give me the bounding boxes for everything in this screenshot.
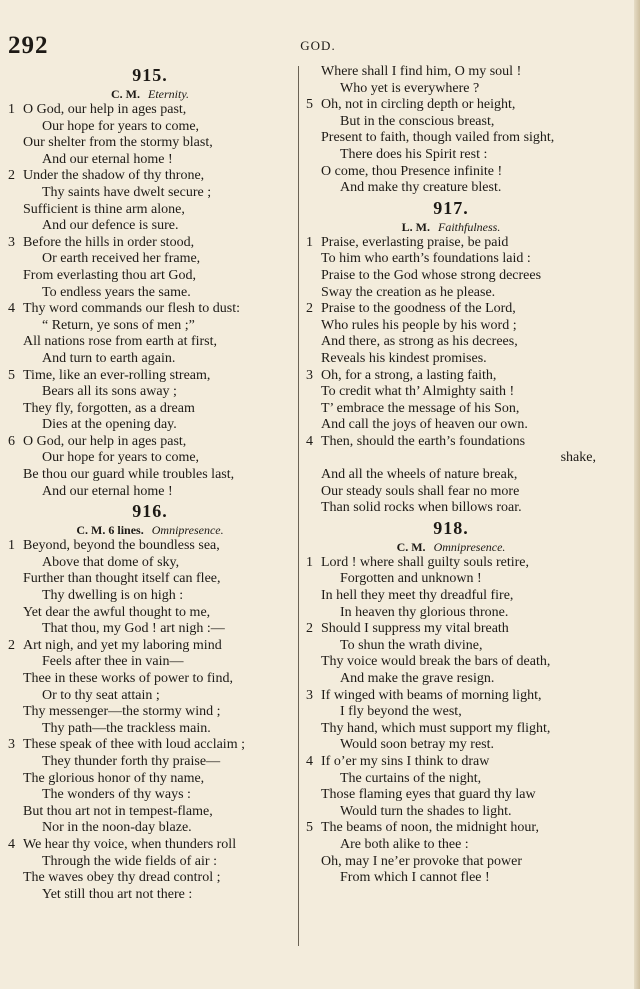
verse-line [8, 467, 292, 484]
verse-line-text: Would soon betray my rest. [340, 737, 495, 753]
verse-line [306, 301, 596, 318]
verse-line [306, 64, 596, 81]
hymn-meta [8, 522, 292, 538]
stanza-number: 4 [8, 836, 15, 852]
verse-line [306, 164, 596, 181]
verse-line [306, 268, 596, 285]
verse-line [306, 654, 596, 671]
verse-line [8, 318, 292, 335]
verse-line-text: Before the hills in order stood, [23, 234, 195, 250]
verse-line-text: These speak of thee with loud acclaim ; [23, 737, 245, 753]
stanza [8, 301, 292, 367]
verse-line-text: And our eternal home ! [42, 483, 173, 499]
verse-line-text: T’ embrace the message of his Son, [321, 400, 520, 416]
verse-line [8, 621, 292, 638]
verse-line-text: From everlasting thou art God, [23, 267, 197, 283]
verse-line [8, 401, 292, 418]
verse-line [306, 285, 596, 302]
stanza [306, 434, 596, 517]
verse-line-text: Then, should the earth’s foundations [321, 433, 526, 449]
verse-line [8, 218, 292, 235]
stanza-number: 1 [306, 234, 313, 250]
verse-line [8, 654, 292, 671]
page-header [8, 32, 628, 62]
verse-line-text: Above that dome of sky, [42, 554, 180, 570]
hymn-number: 915. [132, 65, 168, 85]
verse-line [8, 135, 292, 152]
verse-line [306, 334, 596, 351]
hymn-topic: Eternity. [148, 87, 189, 101]
verse-line [306, 467, 596, 484]
verse-line [8, 119, 292, 136]
verse-line-text: They thunder forth thy praise— [42, 753, 221, 769]
verse-line [306, 571, 596, 588]
verse-line-text: Thy path—the trackless main. [42, 720, 211, 736]
verse-line-text: If winged with beams of morning light, [321, 687, 542, 703]
hymn-topic: Faithfulness. [438, 219, 501, 234]
verse-line [306, 621, 596, 638]
verse-line-text: Thy messenger—the stormy wind ; [23, 704, 221, 720]
verse-line [8, 555, 292, 572]
verse-line [306, 555, 596, 572]
verse-line [8, 887, 292, 904]
verse-line [306, 737, 596, 754]
stanza-number: 5 [306, 820, 313, 836]
verse-line-text: The waves obey thy dread control ; [23, 870, 221, 886]
hymn-number: 918. [433, 517, 469, 538]
verse-line-text: Or to thy seat attain ; [42, 687, 160, 703]
verse-line-text: Reveals his kindest promises. [321, 350, 487, 366]
verse-line-text: And there, as strong as his decrees, [321, 334, 518, 350]
verse-line-text: To shun the wrath divine, [340, 637, 483, 653]
stanza-number: 2 [8, 637, 15, 653]
stanza-number: 5 [8, 367, 15, 383]
verse-line-text: We hear thy voice, when thunders roll [23, 836, 237, 852]
verse-line-text: Where shall I find him, O my soul ! [321, 64, 522, 79]
verse-line-text: To credit what th’ Almighty saith ! [321, 384, 515, 400]
verse-line-text: Forgotten and unknown ! [340, 571, 482, 587]
verse-line [306, 97, 596, 114]
verse-line-text: The curtains of the night, [340, 770, 482, 786]
stanza [306, 368, 596, 434]
verse-line-text: Under the shadow of thy throne, [23, 168, 205, 184]
hymn-block [306, 517, 596, 887]
verse-line-text: Our steady souls shall fear no more [321, 483, 520, 499]
stanza [8, 638, 292, 738]
verse-line-text: And make thy creature blest. [340, 180, 502, 196]
verse-line [306, 114, 596, 131]
verse-line [306, 688, 596, 705]
verse-line [8, 351, 292, 368]
verse-line [8, 484, 292, 501]
verse-line-text: In hell they meet thy dreadful fire, [321, 588, 514, 604]
verse-line [8, 185, 292, 202]
verse-line [8, 334, 292, 351]
stanza [8, 368, 292, 434]
verse-line-text: Lord ! where shall guilty souls retire, [321, 554, 530, 570]
hymn-number: 917. [433, 197, 469, 218]
stanza [8, 235, 292, 301]
verse-line [8, 854, 292, 871]
verse-line-text: Our shelter from the stormy blast, [23, 135, 213, 151]
verse-line-text: Praise, everlasting praise, be paid [321, 234, 509, 250]
verse-line-text: Are both alike to thee : [340, 836, 469, 852]
verse-line-text: Dies at the opening day. [42, 417, 177, 433]
stanza [8, 434, 292, 500]
verse-line-text: Would turn the shades to light. [340, 803, 512, 819]
hymn-topic: Omnipresence. [433, 539, 506, 554]
stanza-number: 3 [8, 234, 15, 250]
stanza [306, 235, 596, 301]
verse-line [8, 202, 292, 219]
verse-line [306, 837, 596, 854]
stanza-number: 1 [8, 538, 15, 554]
verse-line-text: Praise to the God whose strong decrees [321, 267, 542, 283]
verse-line [306, 81, 596, 98]
verse-line-text: But in the conscious breast, [340, 113, 495, 129]
verse-line [8, 235, 292, 252]
verse-line-text: That thou, my God ! art nigh :— [42, 621, 225, 637]
verse-line [306, 450, 596, 467]
verse-line-text: Oh, may I ne’er provoke that power [321, 853, 522, 869]
verse-line-text: And all the wheels of nature break, [321, 467, 518, 483]
verse-line [306, 235, 596, 252]
verse-line-text: Or earth received her frame, [42, 251, 201, 267]
verse-line [8, 704, 292, 721]
page-number: 292 [8, 32, 49, 59]
verse-line-text: Oh, not in circling depth or height, [321, 97, 516, 113]
verse-line [306, 605, 596, 622]
verse-line [306, 804, 596, 821]
stanza [306, 621, 596, 687]
verse-line [8, 301, 292, 318]
stanza [306, 301, 596, 367]
verse-line-text: Bears all its sons away ; [42, 384, 177, 400]
stanza-number: 3 [8, 737, 15, 753]
hymn-block [8, 500, 292, 903]
verse-line [306, 384, 596, 401]
stanza-number: 2 [8, 168, 15, 184]
verse-line-text: Art nigh, and yet my laboring mind [23, 637, 222, 653]
verse-line-text: The beams of noon, the midnight hour, [321, 820, 539, 836]
verse-line-text: And make the grave resign. [340, 671, 495, 686]
verse-line [8, 384, 292, 401]
verse-line [306, 417, 596, 434]
verse-line [8, 721, 292, 738]
verse-line-text: Praise to the goodness of the Lord, [321, 301, 516, 317]
verse-line-text: Should I suppress my vital breath [321, 621, 509, 637]
verse-line [306, 368, 596, 385]
stanza [8, 737, 292, 837]
verse-line [8, 538, 292, 555]
verse-line-text: And turn to earth again. [42, 350, 176, 366]
running-head: GOD. [300, 38, 336, 53]
stanza [306, 555, 596, 621]
verse-line [306, 704, 596, 721]
verse-line-text: If o’er my sins I think to draw [321, 753, 490, 769]
verse-line-text: Who rules his people by his word ; [321, 317, 517, 333]
verse-line [8, 417, 292, 434]
verse-line-text: They fly, forgotten, as a dream [23, 400, 195, 416]
verse-line-text: From which I cannot flee ! [340, 870, 490, 886]
verse-line [306, 401, 596, 418]
verse-line-text: Yet still thou art not there : [42, 886, 193, 902]
verse-line-text: O God, our help in ages past, [23, 102, 187, 117]
verse-line [8, 638, 292, 655]
hymn-block [306, 197, 596, 517]
verse-line [8, 102, 292, 119]
verse-line [8, 754, 292, 771]
stanza [8, 538, 292, 638]
stanza-number: 2 [306, 621, 313, 637]
verse-line [306, 588, 596, 605]
verse-line [8, 820, 292, 837]
verse-line-text: Beyond, beyond the boundless sea, [23, 538, 220, 554]
verse-line-text: Those flaming eyes that guard thy law [321, 787, 536, 803]
verse-line-text: And call the joys of heaven our own. [321, 417, 528, 433]
verse-line [8, 804, 292, 821]
verse-line [8, 605, 292, 622]
verse-line-text: Through the wide fields of air : [42, 853, 217, 869]
hymn-block [306, 97, 596, 197]
verse-line [306, 484, 596, 501]
verse-line-text: Present to faith, though vailed from sight, [321, 130, 555, 146]
verse-line [8, 837, 292, 854]
verse-line-text: Feels after thee in vain— [42, 654, 184, 670]
stanza [8, 168, 292, 234]
left-column [8, 64, 292, 903]
verse-line [306, 130, 596, 147]
verse-line-text: Thy dwelling is on high : [42, 588, 184, 604]
hymn-meta [8, 86, 292, 102]
verse-line [8, 368, 292, 385]
stanza [306, 97, 596, 197]
verse-line-text: Oh, for a strong, a lasting faith, [321, 367, 497, 383]
right-column [306, 64, 596, 887]
page-edge [634, 0, 640, 989]
verse-line [306, 671, 596, 688]
verse-line [306, 820, 596, 837]
verse-line [8, 268, 292, 285]
verse-line [8, 251, 292, 268]
stanza-number: 2 [306, 301, 313, 317]
verse-line [306, 180, 596, 197]
verse-line [8, 870, 292, 887]
verse-line-text: Thy voice would break the bars of death, [321, 654, 551, 670]
verse-line-text: Be thou our guard while troubles last, [23, 467, 235, 483]
verse-line-text: Our hope for years to come, [42, 450, 200, 466]
verse-line-text: Thy word commands our flesh to dust: [23, 301, 240, 317]
stanza [306, 820, 596, 886]
verse-line-text: Sufficient is thine arm alone, [23, 201, 185, 217]
stanza-number: 1 [306, 554, 313, 570]
stanza [306, 688, 596, 754]
verse-line-text: Sway the creation as he please. [321, 284, 496, 300]
verse-line-text: O come, thou Presence infinite ! [321, 163, 503, 179]
hymn-meta [306, 219, 596, 235]
verse-line [8, 671, 292, 688]
verse-line [8, 450, 292, 467]
stanza [306, 754, 596, 820]
verse-line [306, 754, 596, 771]
verse-line-text: Time, like an ever-rolling stream, [23, 367, 211, 383]
verse-line-text: O God, our help in ages past, [23, 433, 187, 449]
verse-line-text: Who yet is everywhere ? [340, 80, 480, 96]
verse-line [306, 434, 596, 451]
verse-line [8, 434, 292, 451]
verse-line [306, 318, 596, 335]
verse-line [8, 688, 292, 705]
stanza-number: 4 [306, 433, 313, 449]
verse-line-text: The wonders of thy ways : [42, 787, 191, 803]
verse-line-text: To endless years the same. [42, 284, 191, 300]
verse-line-text: Thy saints have dwelt secure ; [42, 184, 212, 200]
verse-line [8, 571, 292, 588]
verse-line-text: Than solid rocks when billows roar. [321, 500, 522, 516]
stanza-number: 4 [306, 753, 313, 769]
verse-line-text: Our hope for years to come, [42, 118, 200, 134]
verse-line-text: All nations rose from earth at first, [23, 334, 218, 350]
stanza [8, 837, 292, 903]
stanza-number: 3 [306, 367, 313, 383]
verse-line [8, 771, 292, 788]
hymn-number: 916. [132, 501, 168, 522]
verse-line-text: Thy hand, which must support my flight, [321, 720, 551, 736]
verse-line [8, 152, 292, 169]
stanza-number: 1 [8, 102, 15, 117]
verse-line-text: “ Return, ye sons of men ;” [42, 317, 195, 333]
verse-line-text: In heaven thy glorious throne. [340, 604, 509, 620]
verse-line [8, 737, 292, 754]
verse-line-text: And our defence is sure. [42, 218, 179, 234]
verse-line [8, 787, 292, 804]
verse-line-text: Further than thought itself can flee, [23, 571, 221, 587]
verse-line [306, 771, 596, 788]
verse-line [8, 588, 292, 605]
stanza-number: 6 [8, 433, 15, 449]
verse-line [306, 251, 596, 268]
verse-line-text: shake, [560, 450, 596, 466]
verse-line-text: I fly beyond the west, [340, 704, 462, 720]
stanza-number: 3 [306, 687, 313, 703]
column-divider [298, 66, 299, 946]
verse-line [8, 285, 292, 302]
continued-lines [306, 64, 596, 97]
hymn-meter: C. M. 6 lines. [76, 523, 144, 538]
stanza [8, 102, 292, 168]
verse-line-text: Nor in the noon-day blaze. [42, 820, 192, 836]
verse-line [306, 787, 596, 804]
verse-line-text: And our eternal home ! [42, 151, 173, 167]
verse-line [8, 168, 292, 185]
hymn-topic: Omnipresence. [151, 523, 224, 538]
verse-line-text: There does his Spirit rest : [340, 146, 488, 162]
verse-line [306, 147, 596, 164]
hymn-meter: C. M. [396, 539, 426, 554]
verse-line-text: To him who earth’s foundations laid : [321, 251, 531, 267]
stanza-number: 5 [306, 97, 313, 113]
stanza-number: 4 [8, 301, 15, 317]
verse-line [306, 870, 596, 887]
verse-line-text: Yet dear the awful thought to me, [23, 604, 211, 620]
verse-line [306, 638, 596, 655]
verse-line [306, 721, 596, 738]
hymn-meter: C. M. [111, 87, 140, 101]
verse-line-text: But thou art not in tempest-flame, [23, 803, 213, 819]
hymn-meta [306, 539, 596, 555]
verse-line [306, 854, 596, 871]
hymn-block [8, 64, 292, 500]
verse-line-text: The glorious honor of thy name, [23, 770, 205, 786]
hymn-meter: L. M. [401, 219, 430, 234]
verse-line-text: Thee in these works of power to find, [23, 671, 233, 686]
verse-line [306, 351, 596, 368]
verse-line [306, 500, 596, 517]
